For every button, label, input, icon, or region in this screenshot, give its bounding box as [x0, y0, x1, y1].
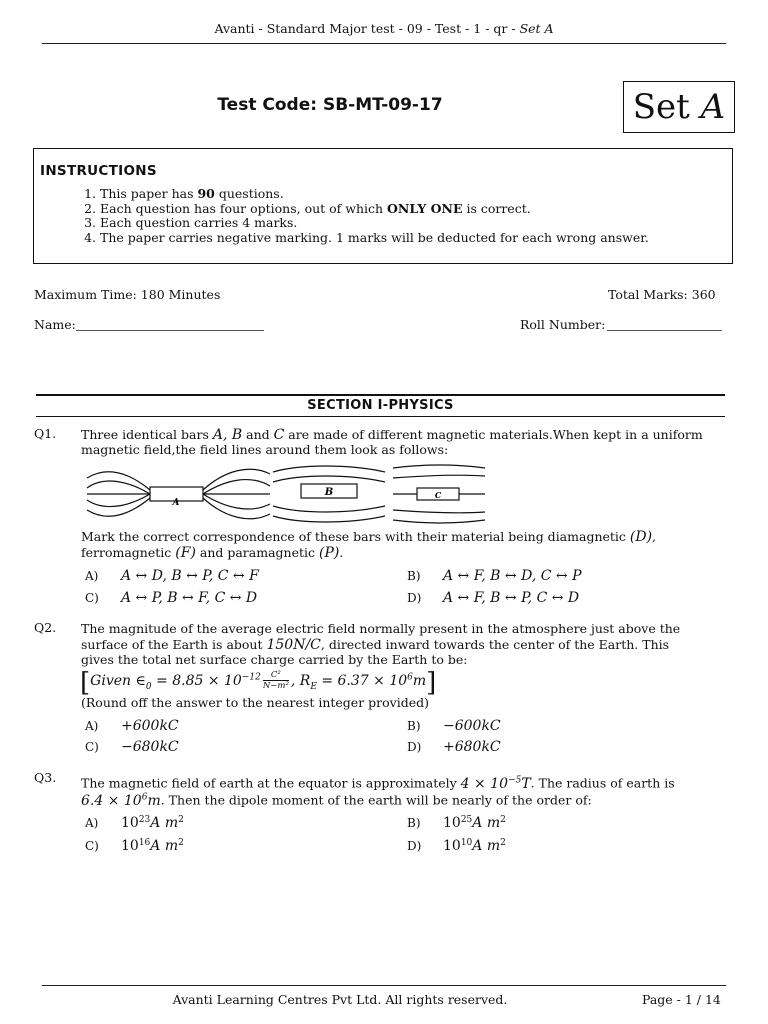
- question-number: Q1.: [34, 426, 57, 441]
- page-header: [0, 21, 768, 36]
- test-code: Test Code: SB-MT-09-17: [217, 95, 443, 115]
- bar-label-a: A: [172, 498, 180, 508]
- option-b[interactable]: B) $10^{25}A$ $m^2$: [407, 815, 506, 831]
- instruction-item: 1. This paper has 90 questions.: [100, 187, 649, 202]
- instructions-list: [82, 187, 649, 245]
- total-marks: Total Marks: 360: [608, 287, 716, 302]
- option-a[interactable]: A) A ↔ D, B ↔ P, C ↔ F: [85, 568, 259, 584]
- instruction-item: 3. Each question carries 4 marks.: [100, 216, 649, 231]
- question-text: (Round off the answer to the nearest integer provided): [81, 695, 429, 710]
- question-text: surface of the Earth is about 150N/C, directed inward towards the center of the Earth. This: [81, 637, 670, 653]
- section-rule-top: [36, 394, 725, 396]
- magnetic-bars-figure: [85, 460, 487, 528]
- instructions-box: [33, 148, 733, 264]
- name-field[interactable]: [76, 330, 264, 331]
- set-word: Set: [632, 87, 690, 127]
- footer-rule: [42, 985, 726, 986]
- option-a[interactable]: A) +600kC: [85, 718, 179, 734]
- instruction-item: 2. Each question has four options, out of which ONLY ONE is correct.: [100, 202, 649, 217]
- bar-label-c: C: [434, 490, 442, 500]
- instructions-title: INSTRUCTIONS: [40, 163, 157, 179]
- max-time: Maximum Time: 180 Minutes: [34, 287, 221, 302]
- question-text: ferromagnetic (F) and paramagnetic (P).: [81, 545, 344, 561]
- footer-text: Avanti Learning Centres Pvt Ltd. All rights reserved.: [172, 992, 508, 1007]
- header-rule: [42, 43, 726, 44]
- set-box: [623, 81, 735, 133]
- question-number: Q2.: [34, 620, 57, 635]
- option-d[interactable]: D) A ↔ F, B ↔ P, C ↔ D: [407, 590, 580, 606]
- question-text: Three identical bars A, B and C are made of different magnetic materials.When kept in a uniform: [81, 427, 703, 443]
- roll-label: Roll Number:: [520, 317, 606, 332]
- option-a[interactable]: A) $10^{23}A$ $m^2$: [85, 815, 184, 831]
- question-text: The magnitude of the average electric field normally present in the atmosphere just above the: [81, 621, 681, 636]
- section-title: SECTION I-PHYSICS: [307, 398, 454, 413]
- option-c[interactable]: C) $10^{16}A$ $m^2$: [85, 838, 184, 854]
- question-text: gives the total net surface charge carried by the Earth to be:: [81, 652, 468, 667]
- option-b[interactable]: B) A ↔ F, B ↔ D, C ↔ P: [407, 568, 582, 584]
- option-d[interactable]: D) +680kC: [407, 739, 501, 755]
- question-number: Q3.: [34, 770, 57, 785]
- set-letter: A: [700, 87, 726, 127]
- bar-label-b: B: [324, 487, 334, 498]
- page-number: Page - 1 / 14: [642, 992, 721, 1007]
- header-set: Set A: [519, 21, 554, 36]
- header-title: Avanti - Standard Major test - 09 - Test - 1 - qr -: [214, 21, 520, 36]
- roll-field[interactable]: [607, 330, 722, 331]
- option-d[interactable]: D) $10^{10}A$ $m^2$: [407, 838, 506, 854]
- question-text: magnetic field,the field lines around them look as follows:: [81, 442, 449, 457]
- instruction-item: 4. The paper carries negative marking. 1 marks will be deducted for each wrong answer.: [100, 231, 649, 246]
- section-rule-bottom: [36, 416, 725, 417]
- name-label: Name:: [34, 317, 76, 332]
- option-b[interactable]: B) −600kC: [407, 718, 501, 734]
- given-formula: [Given $\in_0 = 8.85 \times 10^{-12}$ $\frac{\text{C²}}{\text{N−m²}}$ , $R_E = 6.37 \times 10^6m$]: [80, 668, 437, 698]
- option-c[interactable]: C) −680kC: [85, 739, 179, 755]
- question-text: $6.4 \times 10^6m$. Then the dipole moment of the earth will be nearly of the order of:: [81, 792, 592, 809]
- question-text: The magnetic field of earth at the equator is approximately $4 \times 10^{-5}T$. The radius of earth is: [81, 775, 675, 792]
- question-text: Mark the correct correspondence of these bars with their material being diamagnetic (D),: [81, 529, 657, 545]
- option-c[interactable]: C) A ↔ P, B ↔ F, C ↔ D: [85, 590, 258, 606]
